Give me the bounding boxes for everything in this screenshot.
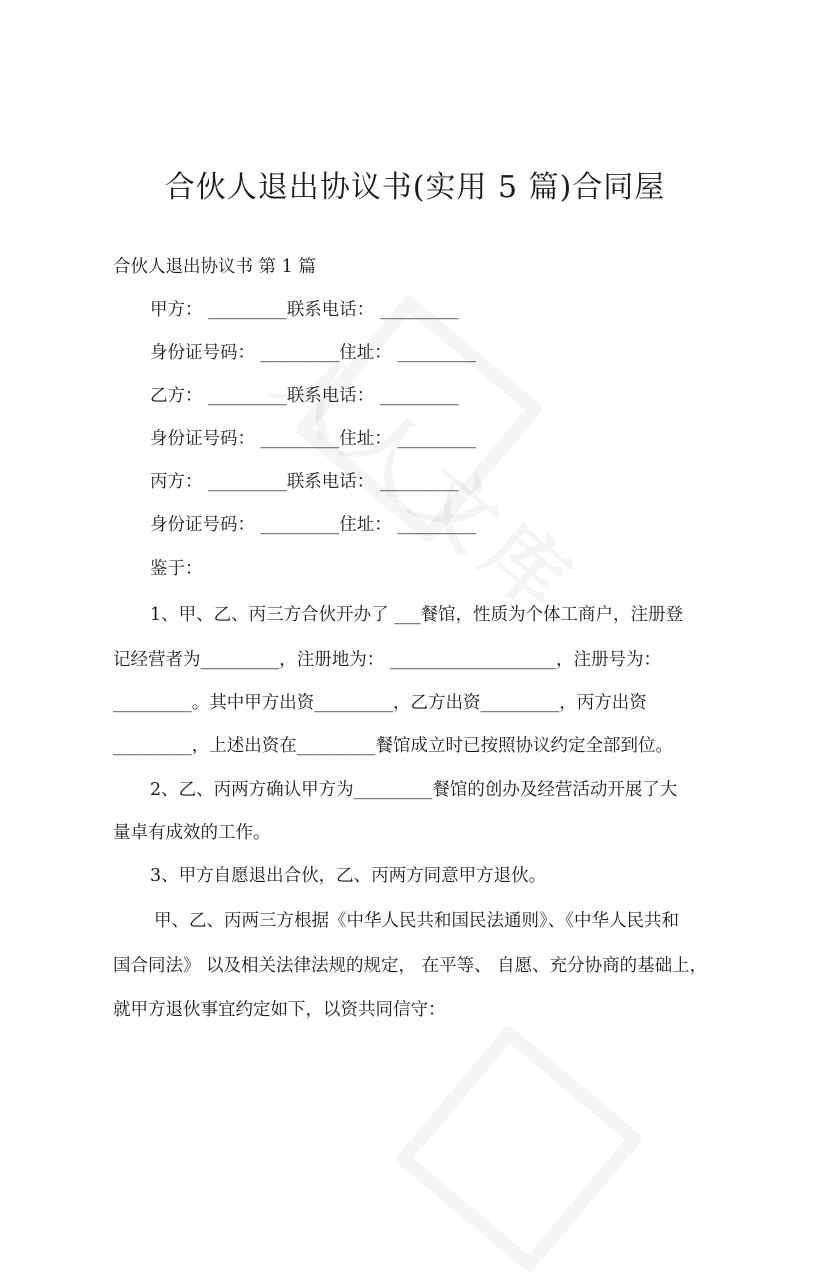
watermark-frame-top (294, 294, 545, 545)
party-b-line: 乙方： _________联系电话： _________ (150, 386, 459, 406)
clause-2-line-2: 量卓有成效的工作。 (113, 823, 271, 843)
clause-1-line-4: _________，上述出资在_________餐馆成立时已按照协议约定全部到位。 (113, 736, 673, 756)
clause-3-line: 3、甲方自愿退出合伙，乙、丙两方同意甲方退伙。 (150, 866, 547, 886)
party-c-id-line: 身份证号码： _________住址： _________ (150, 515, 477, 535)
whereas-label: 鉴于： (150, 559, 203, 579)
basis-line-1: 甲、乙、丙两三方根据《中华人民共和国民法通则》、《中华人民共和 (154, 911, 679, 931)
basis-line-3: 就甲方退伙事宜约定如下，以资共同信守： (113, 1000, 446, 1020)
document-title: 合伙人退出协议书(实用 5 篇)合同屋 (164, 170, 666, 205)
clause-1-line-3: _________。其中甲方出资_________，乙方出资_________，丙方出资 (113, 693, 647, 713)
party-a-line: 甲方： _________联系电话： _________ (150, 300, 459, 320)
basis-line-2: 国合同法》 以及相关法律法规的规定， 在平等、 自愿、充分协商的基础上， (113, 956, 708, 976)
party-c-line: 丙方： _________联系电话： _________ (150, 472, 459, 492)
party-a-id-line: 身份证号码： _________住址： _________ (150, 343, 477, 363)
party-b-id-line: 身份证号码： _________住址： _________ (150, 429, 477, 449)
clause-1-line-1: 1、甲、乙、丙三方合伙开办了 ___餐馆，性质为个体工商户，注册登 (150, 605, 683, 625)
clause-2-line-1: 2、乙、丙两方确认甲方为_________餐馆的创办及经营活动开展了大 (150, 780, 678, 800)
watermark-frame-bottom (394, 1024, 645, 1274)
section-heading: 合伙人退出协议书 第 1 篇 (113, 257, 316, 277)
clause-1-line-2: 记经营者为_________，注册地为： ___________________，注册号为： (113, 650, 662, 670)
